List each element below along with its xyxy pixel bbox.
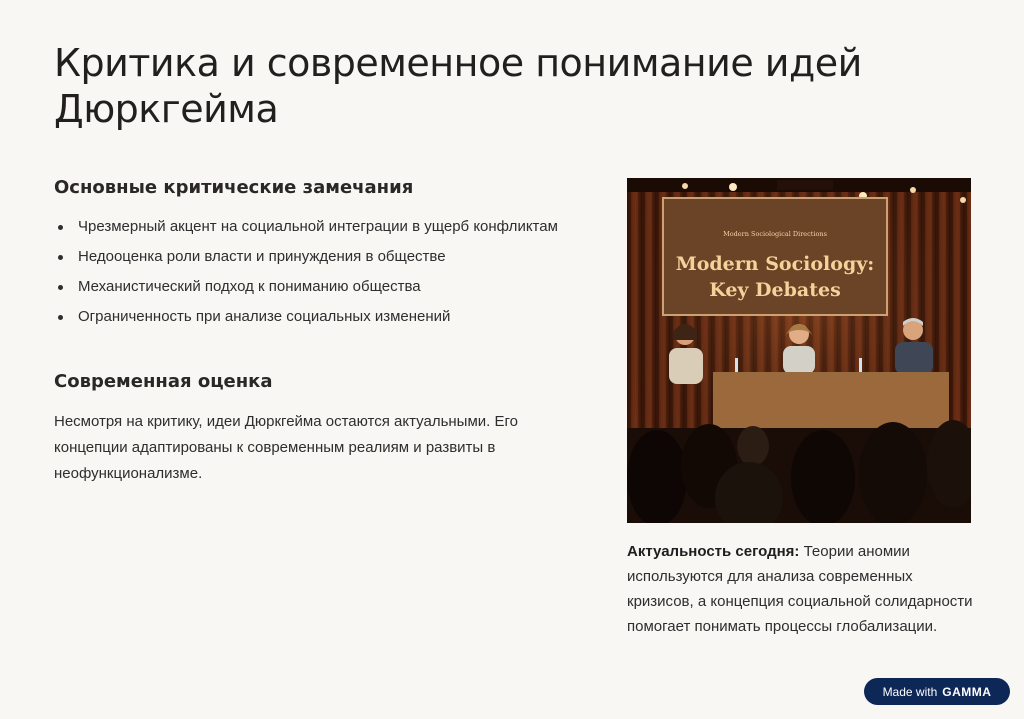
made-with-gamma-badge[interactable]	[864, 678, 1010, 705]
gamma-logo: GAMMA	[942, 684, 992, 699]
banner-small-text: Modern Sociological Directions	[723, 230, 827, 238]
badge-prefix: Made with	[882, 684, 938, 699]
list-item: Механистический подход к пониманию общества	[54, 275, 564, 299]
bullet-icon	[58, 255, 63, 260]
bullet-icon	[58, 285, 63, 290]
evaluation-heading: Современная оценка	[54, 371, 273, 392]
criticism-heading: Основные критические замечания	[54, 177, 414, 198]
caption	[627, 539, 977, 639]
bullet-icon	[58, 315, 63, 320]
panel-discussion-photo	[627, 178, 971, 523]
list-item: Чрезмерный акцент на социальной интеграции в ущерб конфликтам	[54, 215, 564, 239]
slide-title: Критика и современное понимание идей Дюркгейма	[54, 41, 862, 131]
list-item: Ограниченность при анализе социальных изменений	[54, 305, 564, 329]
caption-text: Теории аномии используются для анализа современных кризисов, а концепция социальной солидарности помогает понимать процессы глобализации.	[627, 543, 973, 635]
banner-line-2: Key Debates	[709, 279, 841, 301]
list-item: Недооценка роли власти и принуждения в обществе	[54, 245, 564, 269]
banner-line-1: Modern Sociology:	[675, 253, 875, 275]
criticism-list	[54, 215, 564, 335]
bullet-icon	[58, 225, 63, 230]
evaluation-text: Несмотря на критику, идеи Дюркгейма остаются актуальными. Его концепции адаптированы к современным реалиям и развиты в неофункционализме.	[54, 413, 518, 482]
caption-lead: Актуальность сегодня:	[627, 543, 800, 560]
